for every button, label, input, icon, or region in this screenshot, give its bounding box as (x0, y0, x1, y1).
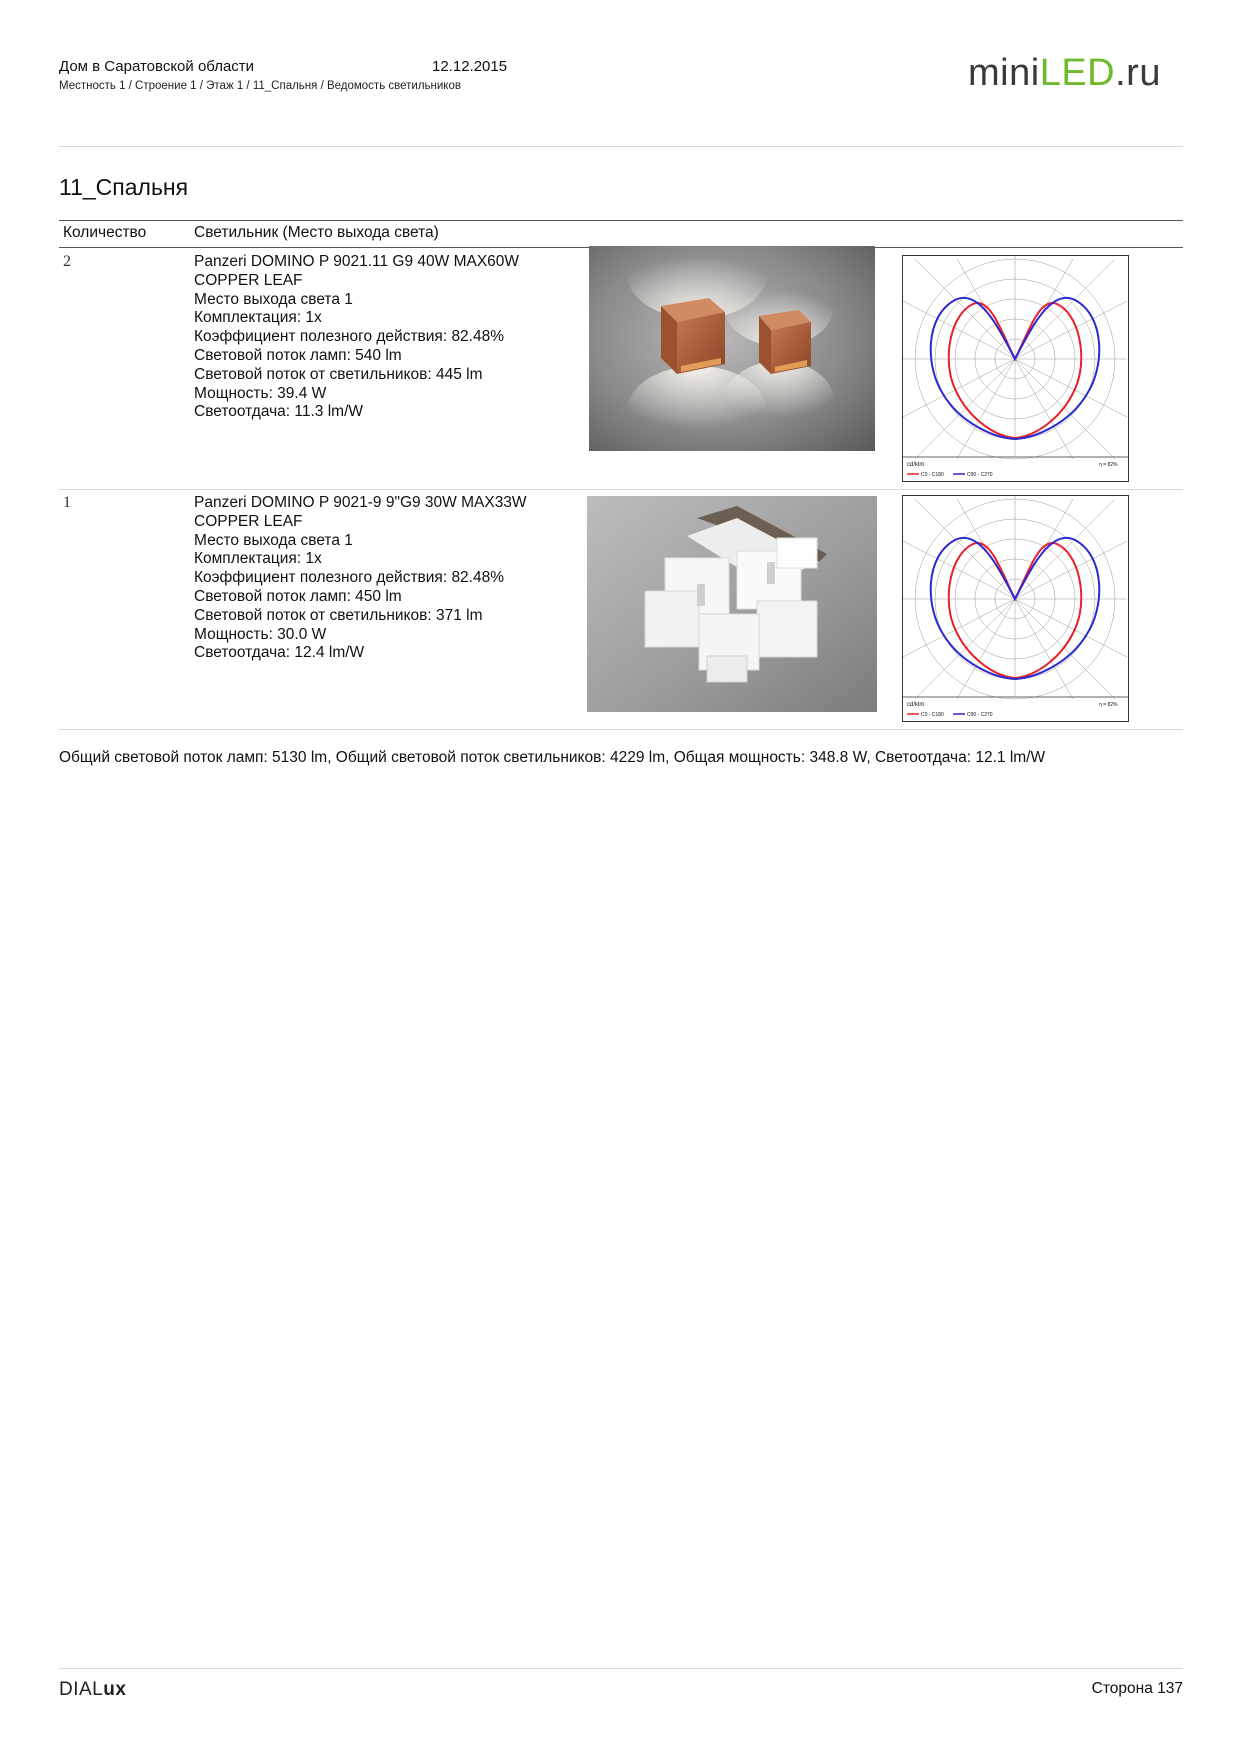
polar-unit-label: cd/klm (907, 462, 925, 468)
polar-legend-c90: C90 - C270 (967, 712, 993, 718)
polar-legend-c0: C0 - C180 (921, 712, 944, 718)
luminaire-photo-wall-cubes (589, 246, 875, 451)
row-quantity: 2 (63, 253, 71, 270)
luminaire-photo-ceiling-cubes (587, 496, 877, 712)
polar-efficiency: η = 82% (1099, 462, 1118, 468)
row-quantity: 1 (63, 494, 71, 511)
column-header-luminaire: Светильник (Место выхода света) (194, 224, 439, 241)
header-divider (59, 146, 1183, 147)
polar-legend-c90: C90 - C270 (967, 472, 993, 478)
page-number: Сторона 137 (1091, 1680, 1183, 1697)
room-title: 11_Спальня (59, 174, 189, 200)
luminaire-description: Panzeri DOMINO P 9021.11 G9 40W MAX60W COPPER LEAF Место выхода света 1 Комплектация: 1x Коэффициент полезного действия: 82.48% Световой поток ламп: 540 lm Световой поток от светильников: 445 lm Мощность: 39.4 W Светоотдача: 11.3 lm/W (194, 253, 520, 421)
footer-divider (59, 1668, 1183, 1669)
column-header-quantity: Количество (63, 224, 147, 241)
table-top-rule (59, 220, 1183, 221)
report-date: 12.12.2015 (432, 58, 508, 75)
polar-unit-label: cd/klm (907, 702, 925, 708)
totals-summary: Общий световой поток ламп: 5130 lm, Общий световой поток светильников: 4229 lm, Общая мощность: 348.8 W, Светоотдача: 12.1 lm/W (59, 749, 1046, 766)
polar-efficiency: η = 82% (1099, 702, 1118, 708)
miniled-logo: miniLED.ru (968, 52, 1161, 94)
row-divider (59, 489, 1183, 490)
polar-legend-c0: C0 - C180 (921, 472, 944, 478)
polar-light-distribution-chart (902, 495, 1129, 722)
breadcrumb: Местность 1 / Строение 1 / Этаж 1 / 11_Спальня / Ведомость светильников (59, 80, 461, 92)
polar-light-distribution-chart (902, 255, 1129, 482)
row-divider (59, 729, 1183, 730)
luminaire-description: Panzeri DOMINO P 9021-9 9"G9 30W MAX33W COPPER LEAF Место выхода света 1 Комплектация: 1x Коэффициент полезного действия: 82.48% Световой поток ламп: 450 lm Световой поток от светильников: 371 lm Мощность: 30.0 W Светоотдача: 12.4 lm/W (194, 494, 527, 662)
project-name: Дом в Саратовской области (59, 58, 255, 75)
dialux-logo: DIALux (59, 1679, 127, 1700)
